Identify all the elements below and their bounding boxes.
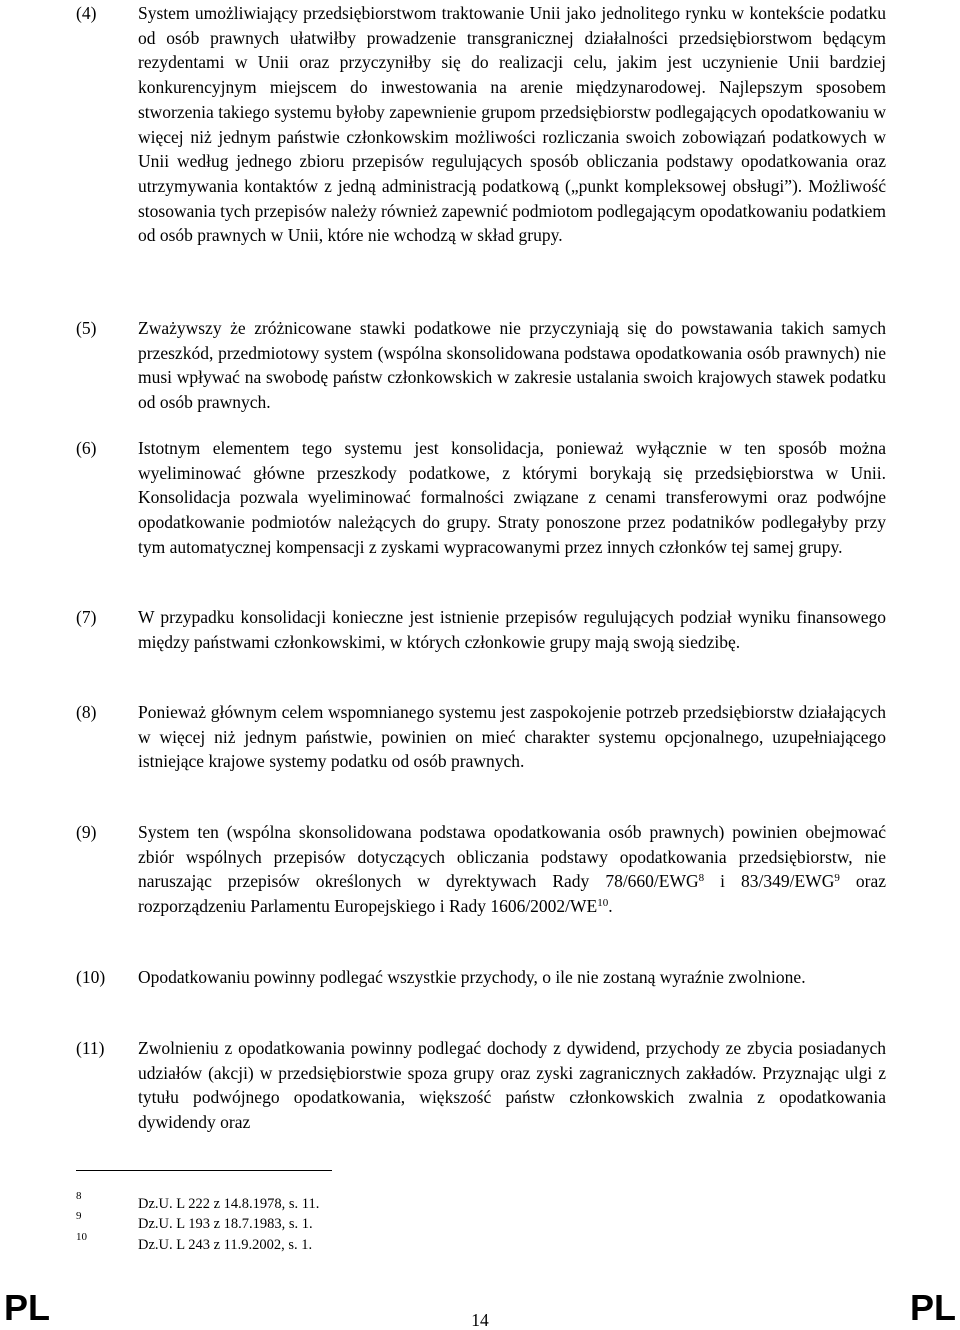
footnote	[76, 1190, 320, 1213]
footnote-reference: 8	[698, 872, 705, 885]
recital-text: Zwolnieniu z opodatkowania powinny podlegać dochody z dywidend, przychody ze zbycia posiadanych udziałów (akcji) w przedsiębiorstwie spoza grupy oraz zyski zagranicznych zakładów. Przyznając ulgi z tytułu podwójnego opodatkowania, większość państw członkowskich zwalnia z opodatkowania dywidendy oraz	[138, 1038, 886, 1133]
recital-number: (9)	[76, 822, 97, 842]
recital-item	[76, 700, 886, 774]
recital-item	[76, 436, 886, 560]
footer-language-left: PL	[4, 1287, 51, 1328]
recital-item	[76, 1036, 886, 1135]
recital-text: Zważywszy że zróżnicowane stawki podatkowe nie przyczyniają się do powstawania takich samych przeszkód, przedmiotowy system (wspólna skonsolidowana podstawa opodatkowania osób prawnych) nie musi wpływać na swobodę państw członkowskich w zakresie ustalania swoich krajowych stawek podatku od osób prawnych.	[138, 318, 886, 413]
footnote-text: Dz.U. L 222 z 14.8.1978, s. 11.	[138, 1196, 320, 1212]
footnote	[76, 1210, 313, 1233]
footer-language-right: PL	[909, 1287, 956, 1328]
footnote-mark: 9	[76, 1210, 82, 1222]
recital-text: System ten (wspólna skonsolidowana podstawa opodatkowania osób prawnych) powinien obejmować zbiór wspólnych przepisów dotyczących obliczania podstawy opodatkowania przedsiębiorstw, nie naruszając przepisów określonych w dyrektywach Rady 78/660/EWG$^8$ i 83/349/EWG$^9$ oraz rozporządzeniu Parlamentu Europejskiego i Rady 1606/2002/WE$^{10}$.	[138, 822, 886, 917]
recital-item	[76, 316, 886, 415]
recital-number: (10)	[76, 967, 106, 987]
recital-text: W przypadku konsolidacji konieczne jest istnienie przepisów regulujących podział wyniku finansowego między państwami członkowskimi, w których członkowie grupy mają swoją siedzibę.	[138, 607, 886, 652]
recital-number: (6)	[76, 438, 97, 458]
recital-text: Opodatkowaniu powinny podlegać wszystkie przychody, o ile nie zostaną wyraźnie zwolnione.	[138, 967, 806, 987]
footnote-mark: 10	[76, 1231, 87, 1243]
recital-text: Ponieważ głównym celem wspomnianego systemu jest zaspokojenie potrzeb przedsiębiorstw działających w więcej niż jednym państwie, powinien on mieć charakter systemu opcjonalnego, uzupełniającego istniejące krajowe systemy podatku od osób prawnych.	[138, 702, 886, 772]
recital-text: System umożliwiający przedsiębiorstwom traktowanie Unii jako jednolitego rynku w kontekście podatku od osób prawnych ułatwiłby prowadzenie transgranicznej działalności przedsiębiorstwom będącym rezydentami w Unii oraz przyczyniłby się do realizacji celu, jakim jest uczynienie Unii bardziej konkurencyjnym miejscem do inwestowania na arenie międzynarodowej. Najlepszym sposobem stworzenia takiego systemu byłoby zapewnienie grupom przedsiębiorstw podlegających opodatkowaniu w więcej niż jednym państwie członkowskim możliwości rozliczania swoich zobowiązań podatkowych w Unii według jednego zbioru przepisów regulujących sposób obliczania podstawy opodatkowania oraz utrzymywania kontaktów z jedną administracją podatkową („punkt kompleksowej obsługi”). Możliwość stosowania tych przepisów należy również zapewnić podmiotom podlegającym opodatkowaniu podatkiem od osób prawnych w Unii, które nie wchodzą w skład grupy.	[138, 3, 886, 246]
footnote-reference: 9	[834, 872, 840, 885]
recital-number: (4)	[76, 3, 97, 23]
recital-item	[76, 1, 886, 248]
recital-number: (11)	[76, 1038, 105, 1058]
footnote-divider	[76, 1170, 332, 1171]
recital-item	[76, 820, 886, 919]
recital-item	[76, 605, 886, 654]
footnote-text: Dz.U. L 193 z 18.7.1983, s. 1.	[138, 1216, 313, 1232]
footnote-mark: 8	[76, 1190, 82, 1202]
page-number: 14	[471, 1310, 489, 1330]
recital-number: (5)	[76, 318, 97, 338]
recital-number: (8)	[76, 702, 97, 722]
footnote-reference: 10	[597, 897, 609, 910]
recital-text: Istotnym elementem tego systemu jest konsolidacja, ponieważ wyłącznie w ten sposób można wyeliminować główne przeszkody podatkowe, z którymi borykają się przedsiębiorstwa w Unii. Konsolidacja pozwala wyeliminować formalności związane z cenami transferowymi oraz podwójne opodatkowanie podmiotów należących do grupy. Straty ponoszone przez podatników podlegałyby przy tym automatycznej kompensacji z zyskami wypracowanymi przez innych członków tej samej grupy.	[138, 438, 886, 557]
recital-item	[76, 965, 886, 990]
recital-number: (7)	[76, 607, 97, 627]
footnote	[76, 1231, 313, 1254]
footnote-text: Dz.U. L 243 z 11.9.2002, s. 1.	[138, 1237, 313, 1253]
